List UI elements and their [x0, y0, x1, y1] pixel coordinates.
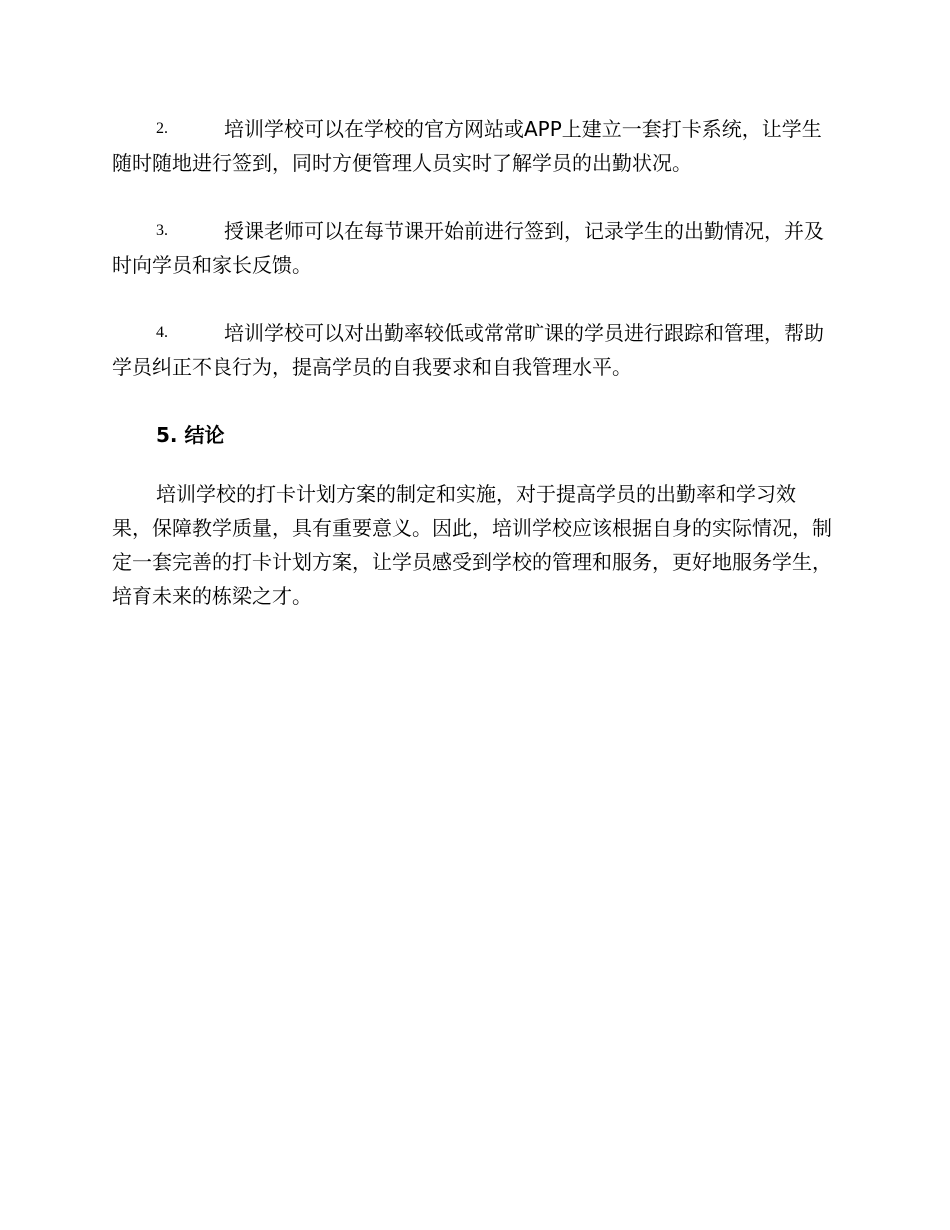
list-item-text: 培训学校可以对出勤率较低或常常旷课的学员进行跟踪和管理，帮助学员纠正不良行为，提高学员的自我要求和自我管理水平。: [112, 321, 824, 379]
list-item-number: 4.: [156, 324, 168, 341]
section-heading: 5. 结论: [156, 423, 225, 447]
conclusion-paragraph: 培训学校的打卡计划方案的制定和实施，对于提高学员的出勤率和学习效果，保障教学质量，具有重要意义。因此，培训学校应该根据自身的实际情况，制定一套完善的打卡计划方案，让学员感受到学校的管理和服务，更好地服务学生，培育未来的栋梁之才。: [112, 482, 832, 608]
list-item: [112, 316, 834, 384]
list-item-number: 2.: [156, 120, 168, 137]
list-item-number: 3.: [156, 222, 168, 239]
list-item: [112, 112, 834, 180]
list-item: [112, 214, 834, 282]
list-item-text: 授课老师可以在每节课开始前进行签到，记录学生的出勤情况，并及时向学员和家长反馈。: [112, 219, 824, 277]
list-item-text: 培训学校可以在学校的官方网站或APP上建立一套打卡系统，让学生随时随地进行签到，同时方便管理人员实时了解学员的出勤状况。: [112, 117, 822, 175]
